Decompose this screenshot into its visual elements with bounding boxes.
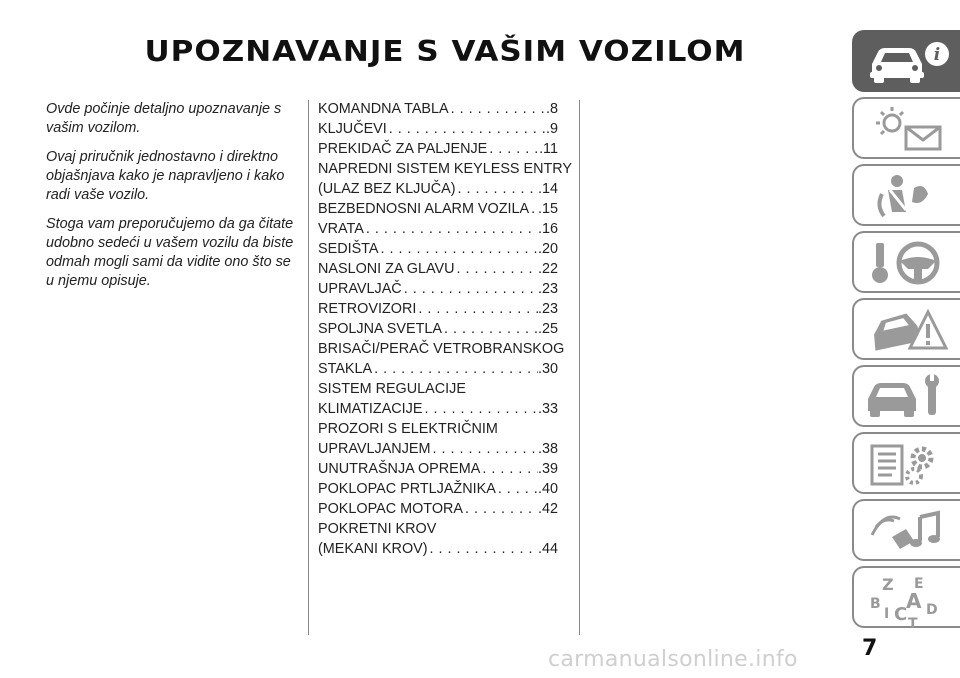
intro-text: [46, 100, 296, 301]
toc-entry-page: .14: [537, 181, 558, 197]
toc-entry-page: .23: [537, 281, 558, 297]
toc-entry-title: UPRAVLJANJEM: [318, 441, 431, 457]
toc-entry[interactable]: [318, 459, 558, 479]
car-info-icon: [862, 38, 952, 86]
warning-light-envelope-icon: [862, 105, 952, 153]
intro-paragraph: Stoga vam preporučujemo da ga čitate udobno sedeći u vašem vozilu da biste odmah mogli sami da vidite ono što se u njemu opisuje.: [46, 216, 294, 289]
toc-entry-title: (MEKANI KROV): [318, 541, 428, 557]
toc-entry-title: KOMANDNA TABLA: [318, 101, 449, 117]
tab-car-info[interactable]: [852, 30, 960, 92]
toc-entry-title: STAKLA: [318, 361, 373, 377]
index-letter: C: [894, 604, 908, 625]
toc-leader-dots: [444, 319, 538, 339]
toc-entry[interactable]: [318, 539, 558, 559]
toc-entry-title: POKLOPAC MOTORA: [318, 501, 464, 517]
toc-entry[interactable]: [318, 99, 558, 119]
index-letter: E: [914, 576, 924, 592]
toc-leader-dots: [458, 179, 538, 199]
toc-entry-title: SISTEM REGULACIJE: [318, 381, 466, 397]
tab-index[interactable]: [852, 566, 960, 632]
tab-emergency[interactable]: [852, 298, 960, 360]
alphabetical-index-icon: [862, 574, 952, 634]
toc-leader-dots: [430, 539, 538, 559]
toc-entry-page: .42: [537, 501, 558, 517]
toc-entry-title: UNUTRAŠNJA OPREMA: [318, 461, 481, 477]
toc-entry[interactable]: [318, 299, 558, 319]
column-divider: [579, 100, 580, 635]
toc-entry[interactable]: [318, 339, 565, 359]
toc-entry-title: RETROVIZORI: [318, 301, 417, 317]
toc-entry-title: UPRAVLJAČ: [318, 281, 402, 297]
toc-entry-title: POKRETNI KROV: [318, 521, 437, 537]
toc-entry-page: .8: [545, 101, 558, 117]
toc-entry-page: .23: [537, 301, 558, 317]
toc-leader-dots: [424, 399, 538, 419]
toc-entry[interactable]: [318, 279, 558, 299]
toc-entry[interactable]: [318, 179, 558, 199]
toc-entry[interactable]: [318, 239, 558, 259]
toc-entry-title: BRISAČI/PERAČ VETROBRANSKOG: [318, 341, 565, 357]
multimedia-icon: [862, 507, 952, 555]
toc-leader-dots: [418, 299, 538, 319]
toc-entry[interactable]: [318, 159, 573, 179]
toc-entry-page: .33: [537, 401, 558, 417]
index-letter: I: [884, 606, 890, 622]
toc-leader-dots: [366, 219, 538, 239]
toc-entry[interactable]: [318, 419, 558, 439]
page-title: UPOZNAVANJE S VAŠIM VOZILOM: [144, 35, 746, 69]
index-letter: T: [908, 616, 918, 632]
toc-leader-dots: [389, 119, 546, 139]
airbag-seatbelt-icon: [862, 172, 952, 220]
svg-text:i: i: [933, 45, 941, 65]
toc-entry-page: .20: [537, 241, 558, 257]
toc-entry-page: .38: [537, 441, 558, 457]
toc-entry-title: NAPREDNI SISTEM KEYLESS ENTRY: [318, 161, 573, 177]
toc-entry-page: .16: [537, 221, 558, 237]
toc-leader-dots: [374, 359, 538, 379]
toc-entry[interactable]: [318, 439, 558, 459]
key-steering-wheel-icon: [862, 239, 952, 287]
toc-entry-title: SEDIŠTA: [318, 241, 379, 257]
toc-entry-page: .39: [537, 461, 558, 477]
car-wrench-icon: [862, 373, 952, 421]
watermark: carmanualsonline.info: [548, 647, 798, 672]
toc-leader-dots: [451, 99, 546, 119]
toc-entry-title: PROZORI S ELEKTRIČNIM: [318, 421, 498, 437]
toc-entry[interactable]: [318, 319, 558, 339]
toc-entry[interactable]: [318, 139, 558, 159]
tab-starting-driving[interactable]: [852, 231, 960, 293]
toc-entry-title: KLJUČEVI: [318, 121, 387, 137]
toc-entry-page: .11: [539, 141, 558, 157]
toc-entry-title: BEZBEDNOSNI ALARM VOZILA: [318, 201, 530, 217]
toc-entry[interactable]: [318, 479, 558, 499]
toc-entry-title: (ULAZ BEZ KLJUČA): [318, 181, 456, 197]
intro-paragraph: Ovde počinje detaljno upoznavanje s vašim vozilom.: [46, 101, 282, 136]
toc-entry[interactable]: [318, 399, 558, 419]
toc-entry-title: KLIMATIZACIJE: [318, 401, 423, 417]
toc-entry[interactable]: [318, 259, 558, 279]
toc-entry-title: PREKIDAČ ZA PALJENJE: [318, 141, 488, 157]
toc-leader-dots: [465, 499, 538, 519]
toc-leader-dots: [482, 459, 538, 479]
toc-entry-page: .15: [537, 201, 558, 217]
toc-entry-page: .30: [537, 361, 558, 377]
column-divider: [308, 100, 309, 635]
toc-entry-page: .40: [537, 481, 558, 497]
tab-multimedia[interactable]: [852, 499, 960, 561]
tab-servicing[interactable]: [852, 365, 960, 427]
toc-entry-page: .22: [537, 261, 558, 277]
toc-entry[interactable]: [318, 379, 558, 399]
index-letter: Z: [882, 575, 894, 594]
toc-entry-page: .44: [537, 541, 558, 557]
toc-entry[interactable]: [318, 119, 558, 139]
toc-leader-dots: [404, 279, 538, 299]
car-emergency-icon: [862, 306, 952, 354]
toc-entry[interactable]: [318, 219, 558, 239]
toc-entry-page: .9: [545, 121, 558, 137]
index-letter: D: [926, 602, 938, 618]
toc-leader-dots: [498, 479, 538, 499]
table-of-contents: [318, 99, 573, 559]
toc-entry-title: SPOLJNA SVETLA: [318, 321, 442, 337]
page-number: 7: [862, 636, 878, 661]
index-letter: A: [906, 589, 922, 613]
toc-leader-dots: [381, 239, 538, 259]
toc-entry-page: .25: [537, 321, 558, 337]
toc-leader-dots: [432, 439, 538, 459]
toc-entry-title: VRATA: [318, 221, 364, 237]
tab-warning-lights[interactable]: [852, 97, 960, 159]
toc-entry[interactable]: [318, 519, 558, 539]
toc-entry[interactable]: [318, 359, 558, 379]
toc-leader-dots: [531, 199, 538, 219]
toc-leader-dots: [457, 259, 538, 279]
specifications-gear-icon: [862, 440, 952, 488]
index-letter: B: [870, 596, 881, 612]
toc-leader-dots: [489, 139, 539, 159]
toc-entry-title: POKLOPAC PRTLJAŽNIKA: [318, 481, 496, 497]
tab-safety[interactable]: [852, 164, 960, 226]
intro-paragraph: Ovaj priručnik jednostavno i direktno objašnjava kako je napravljeno i kako radi vaše vozilo.: [46, 149, 285, 203]
toc-entry-title: NASLONI ZA GLAVU: [318, 261, 455, 277]
toc-entry[interactable]: [318, 499, 558, 519]
tab-specifications[interactable]: [852, 432, 960, 494]
toc-entry[interactable]: [318, 199, 558, 219]
